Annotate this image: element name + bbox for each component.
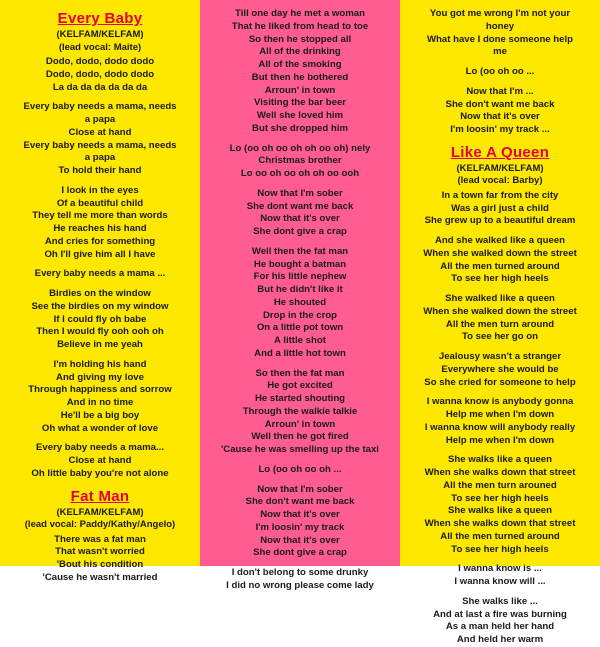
lyric-line: a papa: [84, 114, 116, 126]
lyric-line: He reaches his hand: [53, 223, 147, 235]
lyric-verse: [406, 563, 594, 589]
lyric-line: Oh I'll give him all I have: [44, 248, 156, 260]
lyric-verse: [6, 359, 194, 436]
lyric-line: I look in the eyes: [61, 184, 139, 196]
lyric-verse: [206, 246, 394, 361]
lyric-line: Now that it's over: [260, 213, 340, 225]
lyric-verse: [206, 567, 394, 593]
lyric-verse: [206, 464, 394, 477]
lyric-line: If I could fly oh babe: [53, 313, 147, 325]
lyric-line: a papa: [84, 152, 116, 164]
lyric-line: Now that I'm sober: [257, 187, 343, 199]
lyric-line: La da da da da da da: [52, 81, 148, 93]
lyric-verse: [406, 396, 594, 447]
lyric-line: Lo (oo oh oo oh ...: [258, 463, 342, 475]
lyric-verse: [206, 188, 394, 239]
lyric-line: I'm loosin' my track: [255, 521, 345, 533]
lyric-line: 'Cause he wasn't married: [42, 571, 158, 583]
lyric-line: And she walked like a queen: [434, 235, 566, 247]
lyric-line: And held her warm: [456, 634, 544, 646]
lyric-line: He shouted: [273, 296, 327, 308]
lyric-line: For his little nephew: [253, 271, 347, 283]
lyric-line: Drop in the crop: [262, 309, 338, 321]
lyric-verse: [406, 235, 594, 286]
lyric-line: And giving my love: [56, 371, 144, 383]
lyric-line: She walks like a queen: [448, 505, 552, 517]
lyric-line: Jealousy wasn't a stranger: [438, 351, 562, 363]
lyric-line: Help me when I'm down: [445, 409, 555, 421]
lyric-verse: [206, 368, 394, 457]
lyric-line: I wanna know is anybody gonna: [426, 396, 574, 408]
lyric-line: As a man held her hand: [445, 621, 555, 633]
lyric-line: Well then the fat man: [251, 245, 349, 257]
lyric-line: You got me wrong I'm not your: [429, 8, 571, 19]
lyric-line: Everywhere she would be: [441, 363, 559, 375]
lyric-verse: [406, 86, 594, 137]
lyric-line: So then he stopped all: [248, 33, 352, 45]
lyric-line: A little shot: [274, 335, 326, 346]
lyric-line: me: [493, 46, 507, 58]
song-title: Every Baby: [57, 10, 143, 27]
lyric-line: Dodo, dodo, dodo dodo: [45, 56, 155, 68]
lyric-line: All of the smoking: [258, 59, 342, 70]
lead-vocal-credit: (lead vocal: Paddy/Kathy/Angelo): [24, 519, 176, 531]
lyric-line: Believe in me yeah: [57, 339, 143, 351]
lyric-line: Now that it's over: [260, 509, 340, 520]
lyric-line: To see her high heels: [451, 273, 549, 285]
lyric-verse: [406, 8, 594, 59]
lyric-line: I don't belong to some drunky: [231, 567, 369, 578]
lyric-line: Christmas brother: [258, 155, 342, 167]
lyric-line: He got excited: [267, 380, 333, 392]
lyric-line: Every baby needs a mama ...: [34, 268, 166, 280]
lyric-verse: [406, 293, 594, 344]
lyric-line: Dodo, dodo, dodo dodo: [45, 68, 155, 80]
lyric-line: What have I done someone help: [426, 33, 574, 45]
lyric-line: When she walks down that street: [424, 467, 576, 479]
lyric-verse: [206, 484, 394, 561]
lyric-line: Lo (oo oh oo oh oh oo oh) nely: [229, 142, 371, 154]
lyric-verse: [6, 185, 194, 262]
lyric-verse: [406, 454, 594, 556]
lyrics-column-1: [0, 0, 200, 583]
lyric-line: She walks like ...: [462, 595, 538, 607]
lyric-line: Now that I'm ...: [466, 85, 534, 97]
lyric-line: I wanna know will ...: [454, 576, 546, 588]
lyrics-column-2: [200, 0, 400, 591]
lyric-line: I'm holding his hand: [53, 358, 147, 370]
lyric-line: Now that I'm sober: [257, 483, 343, 495]
lyric-line: And a little hot town: [254, 347, 346, 359]
lyric-line: She don't want me back: [445, 98, 555, 110]
lyric-line: Of a beautiful child: [56, 197, 144, 209]
lyric-line: Close at hand: [68, 455, 132, 467]
lyric-line: He bought a batman: [253, 258, 347, 270]
lyric-line: To see her high heels: [451, 492, 549, 504]
lyric-line: All the men turned around: [440, 530, 560, 542]
lyric-line: I wanna know will anybody really: [424, 421, 576, 433]
lyric-line: She walked like a queen: [445, 293, 555, 305]
lyric-line: I'm loosin' my track ...: [450, 124, 550, 135]
lyric-line: She dont give a crap: [253, 547, 347, 559]
lyric-line: Now that it's over: [460, 111, 540, 123]
lyric-line: She don't want me back: [245, 496, 355, 508]
lyric-line: She dont want me back: [246, 200, 354, 212]
lyric-line: But he didn't like it: [257, 284, 343, 295]
lyric-line: I did no wrong please come lady: [226, 579, 374, 591]
lyric-verse: [6, 288, 194, 352]
lyric-line: All the men turn arouned: [443, 479, 557, 491]
lyric-line: Lo oo oh oo oh oh oo ooh: [240, 168, 360, 179]
lyric-verse: [6, 56, 194, 94]
lyric-line: Well then he got fired: [251, 431, 349, 443]
lyric-line: That he liked from head to toe: [231, 20, 369, 32]
lyric-verse: [6, 101, 194, 178]
lyric-line: To see her high heels: [451, 543, 549, 555]
lyric-line: All the men turned around: [440, 260, 560, 272]
lyric-line: Was a girl just a child: [451, 202, 549, 214]
lyric-line: To hold their hand: [58, 165, 142, 177]
lyric-line: She grew up to a beautiful dream: [424, 215, 576, 227]
lyric-line: Oh little baby you're not alone: [31, 467, 169, 479]
lyric-line: Arroun' in town: [264, 84, 336, 96]
lyric-line: honey: [485, 20, 515, 32]
lyric-line: Lo (oo oh oo ...: [465, 66, 535, 77]
lyric-verse: [6, 534, 194, 585]
lyric-line: They tell me more than words: [32, 210, 168, 222]
lyric-line: When she walked down the street: [423, 305, 577, 317]
lyric-verse: [406, 190, 594, 228]
lyric-line: In a town far from the city: [441, 189, 559, 201]
lyric-line: Through happiness and sorrow: [28, 384, 172, 396]
lyric-line: And in no time: [66, 397, 134, 409]
lyric-line: And at last a fire was burning: [433, 608, 567, 620]
lyric-line: But then he bothered: [251, 71, 349, 83]
lyric-line: She dont give a crap: [253, 226, 347, 237]
lyric-line: When she walks down that street: [424, 518, 576, 530]
lyric-line: So then the fat man: [255, 367, 345, 379]
lyric-line: Close at hand: [68, 126, 132, 138]
lyric-line: Arroun' in town: [264, 418, 336, 430]
lyric-line: All of the drinking: [259, 46, 341, 58]
lyric-line: He started shouting: [254, 393, 346, 404]
lyric-verse: [406, 351, 594, 389]
lyric-line: But she dropped him: [252, 122, 348, 134]
lyric-line: On a little pot town: [256, 322, 344, 334]
lyric-line: Now that it's over: [260, 534, 340, 546]
song-title: Fat Man: [70, 487, 130, 505]
song-title: Like A Queen: [450, 143, 550, 161]
lyric-line: Then I would fly ooh ooh oh: [36, 326, 164, 338]
lyric-line: So she cried for someone to help: [424, 376, 576, 388]
lyric-line: Oh what a wonder of love: [41, 422, 159, 434]
lyric-verse: [206, 8, 394, 136]
lyric-line: See the birdies on my window: [31, 300, 169, 312]
lyric-line: Every baby needs a mama...: [36, 442, 164, 454]
lyric-line: And cries for something: [44, 235, 156, 247]
lyric-line: All the men turn around: [445, 318, 555, 330]
lyric-verse: [6, 442, 194, 480]
lyric-line: He'll be a big boy: [60, 409, 140, 421]
songwriting-credit: (KELFAM/KELFAM): [56, 506, 144, 518]
lyric-line: Every baby needs a mama, needs: [23, 101, 177, 113]
lyrics-column-3: [400, 0, 600, 646]
songwriting-credit: (KELFAM/KELFAM): [456, 163, 544, 174]
lead-vocal-credit: (lead vocal: Barby): [457, 175, 543, 187]
lyric-line: Till one day he met a woman: [235, 8, 365, 19]
lyric-line: When she walked down the street: [423, 247, 577, 259]
lyric-line: 'Bout his condition: [56, 559, 144, 571]
lyric-line: There was a fat man: [54, 533, 146, 545]
lyric-verse: [6, 268, 194, 281]
lead-vocal-credit: (lead vocal: Maite): [58, 41, 142, 53]
songwriting-credit: (KELFAM/KELFAM): [56, 29, 144, 41]
lyric-line: Well she loved him: [256, 110, 344, 121]
lyric-line: Help me when I'm down: [445, 434, 555, 446]
lyric-line: Visiting the bar beer: [253, 97, 347, 109]
lyric-line: She walks like a queen: [448, 454, 552, 466]
lyric-line: That wasn't worried: [55, 546, 145, 558]
lyric-line: Through the walkie talkie: [242, 405, 358, 417]
lyric-verse: [406, 66, 594, 79]
lyric-line: Birdies on the window: [49, 288, 151, 300]
lyric-verse: [406, 596, 594, 647]
lyric-verse: [206, 143, 394, 181]
lyric-line: I wanna know is ...: [458, 563, 542, 575]
lyric-line: To see her go on: [461, 331, 539, 343]
lyric-line: Every baby needs a mama, needs: [23, 139, 177, 151]
lyric-line: 'Cause he was smelling up the taxi: [221, 444, 379, 455]
